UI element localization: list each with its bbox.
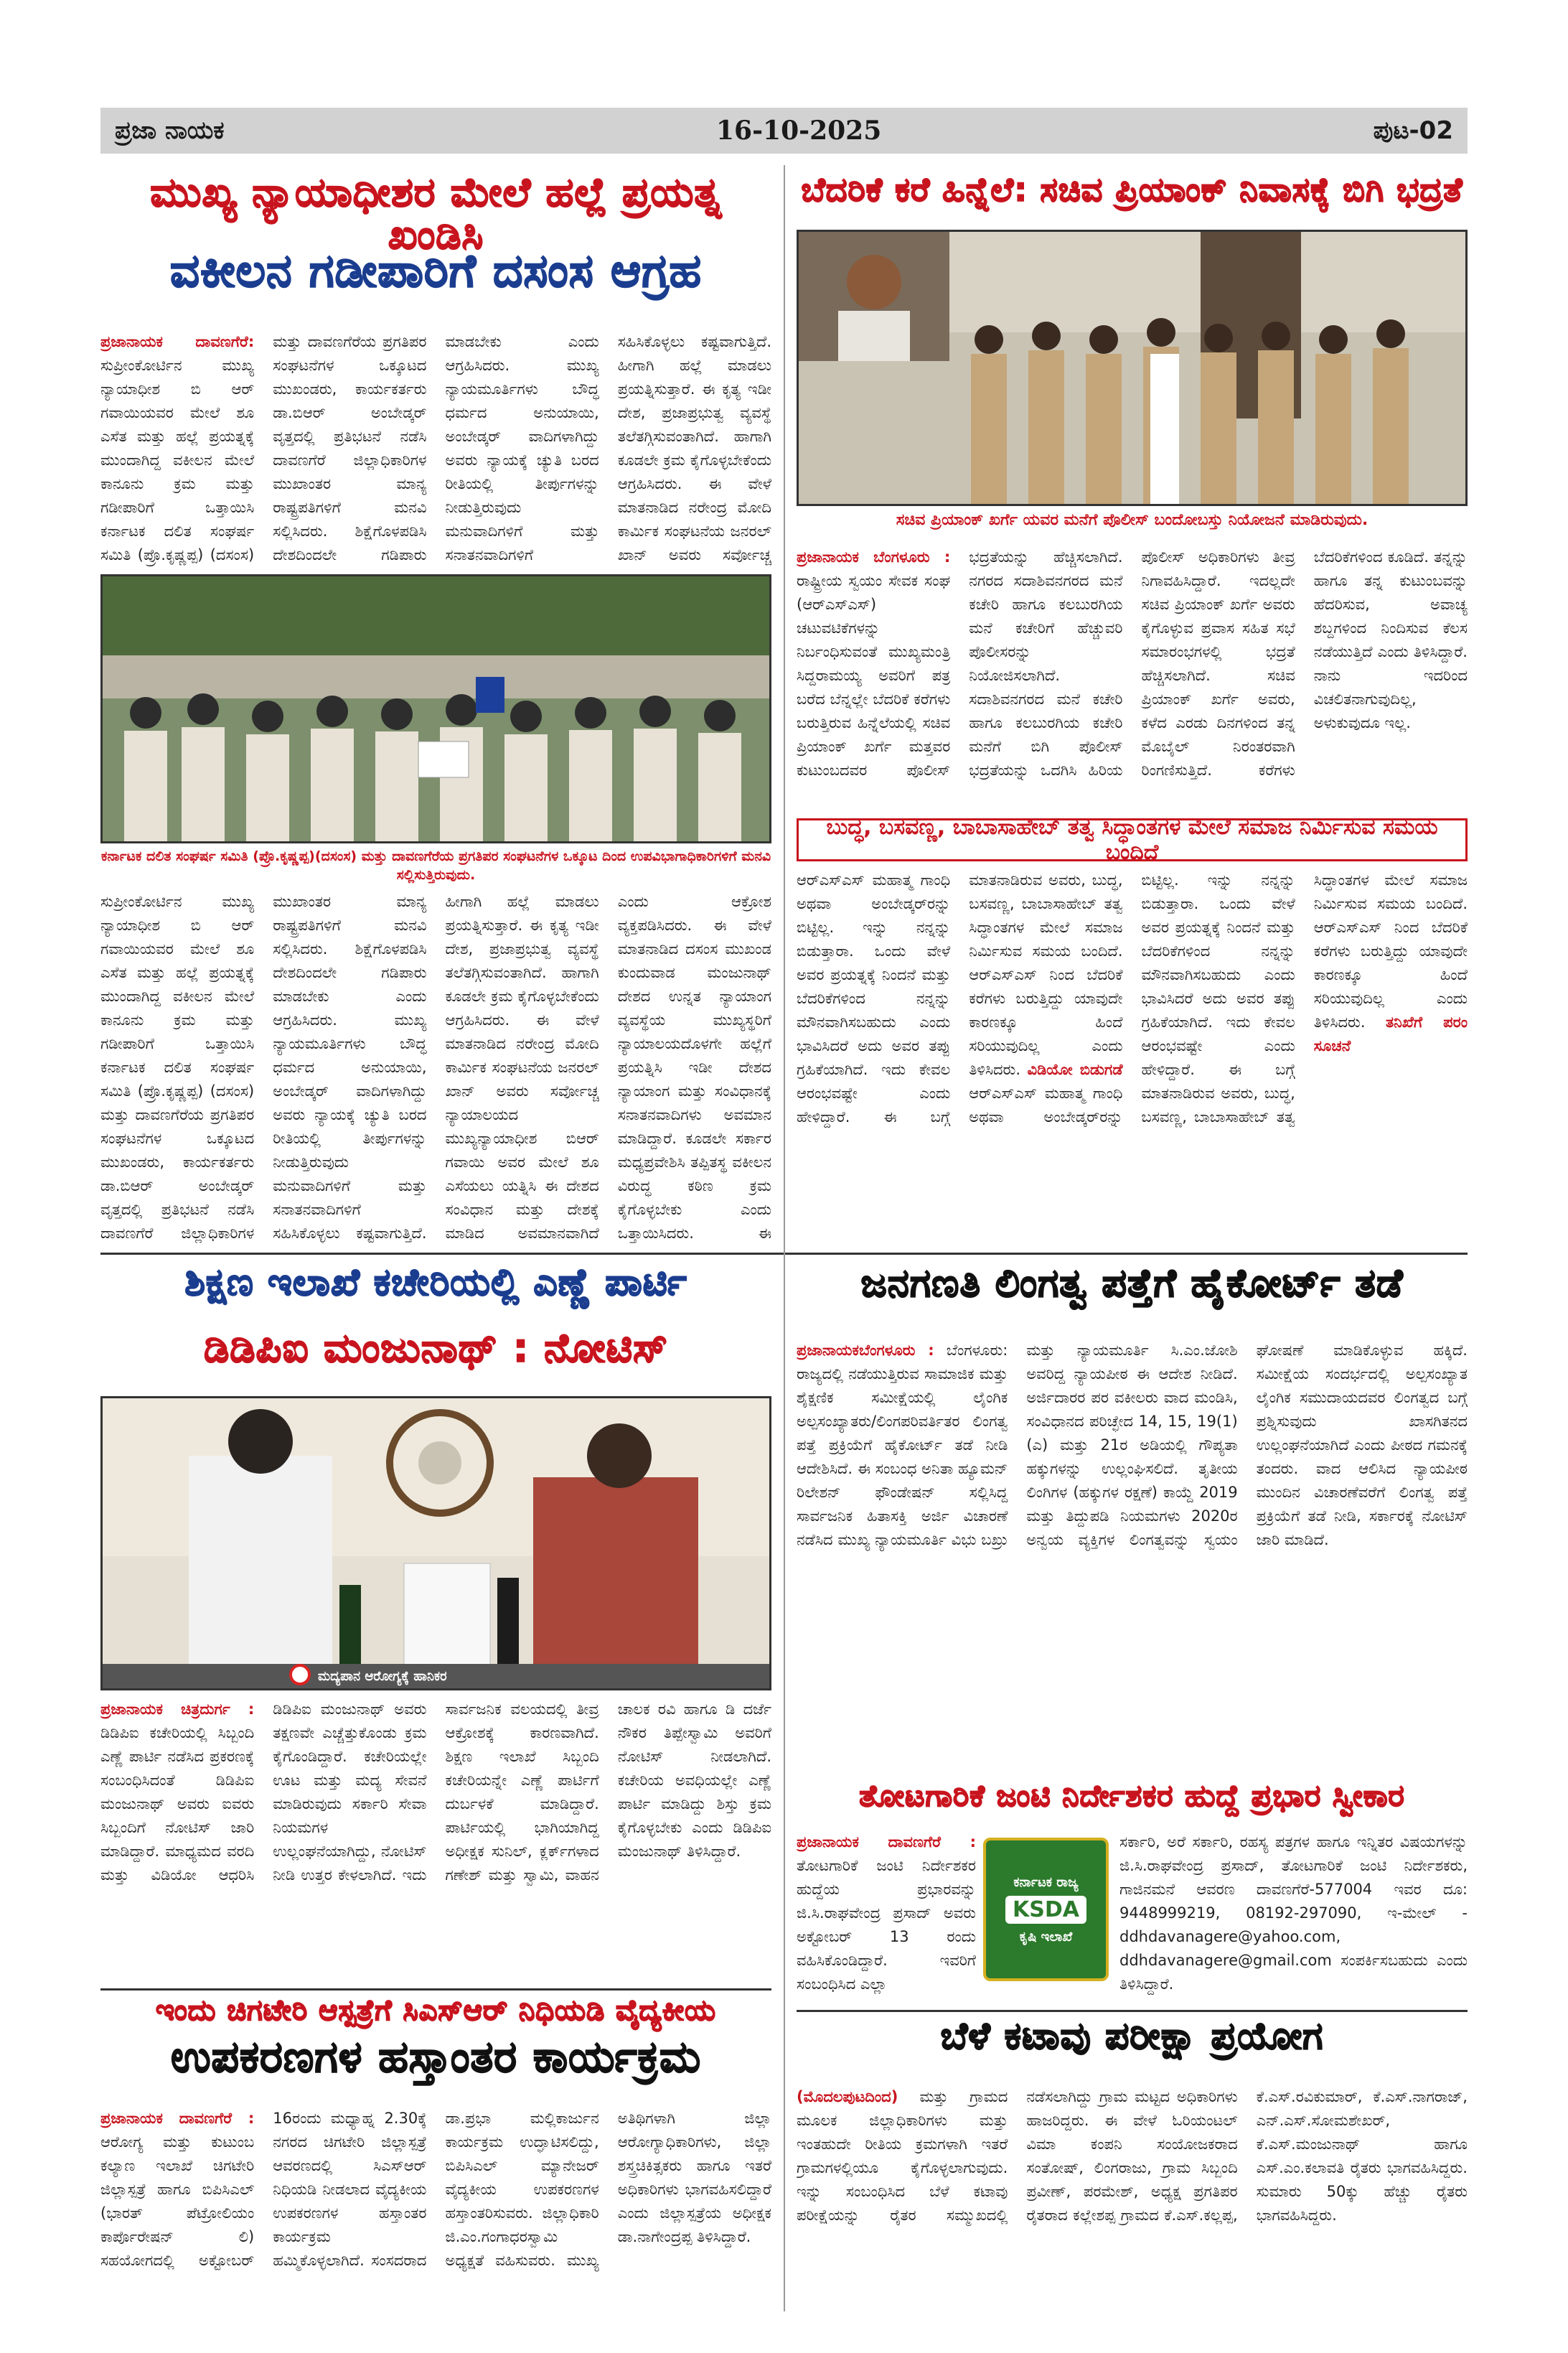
divider-left-lower [100, 1988, 771, 1991]
story4-headline-1: ಶಿಕ್ಷಣ ಇಲಾಖೆ ಕಚೇರಿಯಲ್ಲಿ ಎಣ್ಣೆ ಪಾರ್ಟಿ [184, 1261, 687, 1304]
story3-headline: ಬುದ್ಧ, ಬಸವಣ್ಣ, ಬಾಬಾಸಾಹೇಬ್ ತತ್ವ ಸಿದ್ಧಾಂತಗಳ ಮೇಲೆ ಸಮಾಜ ನಿರ್ಮಿಸುವ ಸಮಯ ಬಂದಿದೆ [797, 818, 1468, 861]
logo-mid-text: KSDA [1005, 1896, 1086, 1924]
story4-headline-2: ಡಿಡಿಪಿಐ ಮಂಜುನಾಥ್ : ನೋಟಿಸ್ [204, 1325, 668, 1372]
story7-headline: ತೋಟಗಾರಿಕೆ ಜಂಟಿ ನಿರ್ದೇಶಕರ ಹುದ್ದೆ ಪ್ರಭಾರ ಸ್ವೀಕಾರ [859, 1778, 1405, 1813]
story8-headline: ಬೆಳೆ ಕಟಾವು ಪರೀಕ್ಷಾ ಪ್ರಯೋಗ [940, 2015, 1324, 2058]
story8-body-text: ಮತ್ತು ಗ್ರಾಮದ ಮೂಲಕ ಜಿಲ್ಲಾಧಿಕಾರಿಗಳು ಮತ್ತು ಇಂತಹುದೇ ರೀತಿಯ ಕ್ರಮಗಳಾಗಿ ಇತರೆ ಗ್ರಾಮಗಳಲ್ಲಿಯೂ ಕೈಗೊಳ್ಳಲಾಗುವುದು. ಇನ್ನು ಸಂಬಂಧಿಸಿದ ಬೆಳೆ ಕಟಾವು ಪರೀಕ್ಷೆಯನ್ನು ರೈತರ ಸಮ್ಮುಖದಲ್ಲಿ ನಡೆಸಲಾಗಿದ್ದು ಗ್ರಾಮ ಮಟ್ಟದ ಅಧಿಕಾರಿಗಳು ಹಾಜರಿದ್ದರು. ಈ ವೇಳೆ ಓರಿಯಂಟಲ್ ವಿಮಾ ಕಂಪನಿ ಸಂಯೋಜಕರಾದ ಸಂತೋಷ್, ಲಿಂಗರಾಜು, ಗ್ರಾಮ ಸಿಬ್ಬಂದಿ ಪ್ರವೀಣ್, ಪರಮೇಶ್, ಅಧ್ಯಕ್ಷ ಪ್ರಗತಿಪರ ರೈತರಾದ ಕಲ್ಲೇಶಪ್ಪ ಗ್ರಾಮದ ಕೆ.ಎಸ್.ಕಲ್ಲಪ್ಪ, ಕೆ.ಎಸ್.ರವಿಕುಮಾರ್, ಕೆ.ಎಸ್.ನಾಗರಾಜ್, ಎನ್.ಎಸ್.ಸೋಮಶೇಖರ್, ಕೆ.ಎಸ್.ಮಂಜುನಾಥ್ ಹಾಗೂ ಎಸ್.ಎಂ.ಕಲಾವತಿ ರೈತರು ಭಾಗವಹಿಸಿದ್ದರು. ಸುಮಾರು 50ಕ್ಕು ಹೆಚ್ಚು ರೈತರು ಭಾಗವಹಿಸಿದ್ದರು. [797, 2088, 1468, 2224]
story5-headline-1: ಇಂದು ಚಿಗಟೇರಿ ಆಸ್ಪತ್ರೆಗೆ ಸಿಎಸ್‌ಆರ್ ನಿಧಿಯಡಿ ವೈದ್ಯಕೀಯ [156, 1994, 716, 2027]
logo-bottom-text: ಕೃಷಿ ಇಲಾಖೆ [1019, 1929, 1073, 1945]
story5-byline: ಪ್ರಜಾನಾಯಕ ದಾವಣಗೆರೆ : [100, 2110, 255, 2127]
story1-byline: ಪ್ರಜಾನಾಯಕ ದಾವಣಗೆರೆ: [100, 333, 255, 350]
story7-body-right-text: ಸರ್ಕಾರಿ, ಅರೆ ಸರ್ಕಾರಿ, ರಹಸ್ಯ ಪತ್ರಗಳ ಹಾಗೂ ಇನ್ನಿತರ ವಿಷಯಗಳನ್ನು ಜಿ.ಸಿ.ರಾಘವೇಂದ್ರ ಪ್ರಸಾದ್, ತೋಟಗಾರಿಕೆ ಜಂಟಿ ನಿರ್ದೇಶಕರು, ಗಾಜಿನಮನೆ ಆವರಣ ದಾವಣಗೆರೆ-577004 ಇವರ ದೂ: 9448999219, 08192-297090, ಇ-ಮೇಲ್ - ddhdavanagere@yahoo.com, ddhdavanagere@gmail.com ಸಂಪರ್ಕಿಸಬಹುದು ಎಂದು ತಿಳಿಸಿದ್ದಾರೆ. [1119, 1833, 1468, 1993]
logo-top-text: ಕರ್ನಾಟಕ ರಾಜ್ಯ [1013, 1874, 1079, 1890]
story3-subhead-1: ವಿಡಿಯೋ ಬಿಡುಗಡೆ [1027, 1061, 1123, 1078]
story6-headline: ಜನಗಣತಿ ಲಿಂಗತ್ವ ಪತ್ತೆಗೆ ಹೈಕೋರ್ಟ್ ತಡೆ [860, 1260, 1404, 1306]
story6-body-text: ಬೆಂಗಳೂರು: ರಾಜ್ಯದಲ್ಲಿ ನಡೆಯುತ್ತಿರುವ ಸಾಮಾಜಿಕ ಮತ್ತು ಶೈಕ್ಷಣಿಕ ಸಮೀಕ್ಷೆಯಲ್ಲಿ ಲೈಂಗಿಕ ಅಲ್ಪಸಂಖ್ಯಾತರು/ಲಿಂಗಪರಿವರ್ತಿತರ ಲಿಂಗತ್ವ ಪತ್ತೆ ಪ್ರಕ್ರಿಯೆಗೆ ಹೈಕೋರ್ಟ್ ತಡೆ ನೀಡಿ ಆದೇಶಿಸಿದೆ. ಈ ಸಂಬಂಧ ಅನಿತಾ ಹ್ಯೂಮನ್ ರಿಲೇಶನ್ ಫೌಂಡೇಷನ್ ಸಲ್ಲಿಸಿದ್ದ ಸಾರ್ವಜನಿಕ ಹಿತಾಸಕ್ತಿ ಅರ್ಜಿ ವಿಚಾರಣೆ ನಡೆಸಿದ ಮುಖ್ಯ ನ್ಯಾಯಮೂರ್ತಿ ವಿಭು ಬಖ್ರು ಮತ್ತು ನ್ಯಾಯಮೂರ್ತಿ ಸಿ.ಎಂ.ಜೋಶಿ ಅವರಿದ್ದ ನ್ಯಾಯಪೀಠ ಈ ಆದೇಶ ನೀಡಿದೆ. ಅರ್ಜಿದಾರರ ಪರ ವಕೀಲರು ವಾದ ಮಂಡಿಸಿ, ಸಂವಿಧಾನದ ಪರಿಚ್ಛೇದ 14, 15, 19(1)(ಎ) ಮತ್ತು 21ರ ಅಡಿಯಲ್ಲಿ ಗೌಪ್ಯತಾ ಹಕ್ಕುಗಳನ್ನು ಉಲ್ಲಂಘಿಸಲಿದೆ. ತೃತೀಯ ಲಿಂಗಿಗಳ (ಹಕ್ಕುಗಳ ರಕ್ಷಣೆ) ಕಾಯ್ದೆ 2019 ಮತ್ತು ತಿದ್ದುಪಡಿ ನಿಯಮಗಳು 2020ರ ಅನ್ವಯ ವ್ಯಕ್ತಿಗಳ ಲಿಂಗತ್ವವನ್ನು ಸ್ವಯಂ ಘೋಷಣೆ ಮಾಡಿಕೊಳ್ಳುವ ಹಕ್ಕಿದೆ. ಸಮೀಕ್ಷೆಯ ಸಂದರ್ಭದಲ್ಲಿ ಅಲ್ಪಸಂಖ್ಯಾತ ಲೈಂಗಿಕ ಸಮುದಾಯದವರ ಲಿಂಗತ್ವದ ಬಗ್ಗೆ ಪ್ರಶ್ನಿಸುವುದು ಖಾಸಗಿತನದ ಉಲ್ಲಂಘನೆಯಾಗಿದೆ ಎಂದು ಪೀಠದ ಗಮನಕ್ಕೆ ತಂದರು. ವಾದ ಆಲಿಸಿದ ನ್ಯಾಯಪೀಠ ಮುಂದಿನ ವಿಚಾರಣೆವರೆಗೆ ಲಿಂಗತ್ವ ಪತ್ತೆ ಪ್ರಕ್ರಿಯೆಗೆ ತಡೆ ನೀಡಿ, ಸರ್ಕಾರಕ್ಕೆ ನೋಟಿಸ್ ಜಾರಿ ಮಾಡಿದೆ. [797, 1342, 1468, 1548]
story4-byline: ಪ್ರಜಾನಾಯಕ ಚಿತ್ರದುರ್ಗ : [100, 1701, 255, 1718]
story8-body [797, 2085, 1468, 2258]
story2-byline: ಪ್ರಜಾನಾಯಕ ಬೆಂಗಳೂರು : [797, 548, 951, 566]
story1-body: ಸುಪ್ರೀಂಕೋರ್ಟಿನ ಮುಖ್ಯ ನ್ಯಾಯಾಧೀಶ ಬಿ ಆರ್ ಗವಾಯಿಯವರ ಮೇಲೆ ಶೂ ಎಸೆತ ಮತ್ತು ಹಲ್ಲೆ ಪ್ರಯತ್ನಕ್ಕೆ ಮುಂದಾಗಿದ್ದ ವಕೀಲನ ಮೇಲೆ ಕಾನೂನು ಕ್ರಮ ಮತ್ತು ಗಡೀಪಾರಿಗೆ ಒತ್ತಾಯಿಸಿ ಕರ್ನಾಟಕ ದಲಿತ ಸಂಘರ್ಷ ಸಮಿತಿ (ಪ್ರೊ.ಕೃಷ್ಣಪ್ಪ) (ದಸಂಸ) ಮತ್ತು ದಾವಣಗೆರೆಯ ಪ್ರಗತಿಪರ ಸಂಘಟನೆಗಳ ಒಕ್ಕೂಟದ ಮುಖಂಡರು, ಕಾರ್ಯಕರ್ತರು ಡಾ.ಬಿಆರ್ ಅಂಬೇಡ್ಕರ್ ವೃತ್ತದಲ್ಲಿ ಪ್ರತಿಭಟನೆ ನಡೆಸಿ ದಾವಣಗೆರೆ ಜಿಲ್ಲಾಧಿಕಾರಿಗಳ ಮುಖಾಂತರ ಮಾನ್ಯ ರಾಷ್ಟ್ರಪತಿಗಳಿಗೆ ಮನವಿ ಸಲ್ಲಿಸಿದರು. ಶಿಕ್ಷೆಗೊಳಪಡಿಸಿ ದೇಶದಿಂದಲೇ ಗಡಿಪಾರು ಮಾಡಬೇಕು ಎಂದು ಆಗ್ರಹಿಸಿದರು. ಮುಖ್ಯ ನ್ಯಾಯಮೂರ್ತಿಗಳು ಬೌದ್ಧ ಧರ್ಮದ ಅನುಯಾಯಿ, ಅಂಬೇಡ್ಕರ್ ವಾದಿಗಳಾಗಿದ್ದು ಅವರು ನ್ಯಾಯಕ್ಕೆ ಚ್ಯುತಿ ಬರದ ರೀತಿಯಲ್ಲಿ ತೀರ್ಪುಗಳನ್ನು ನೀಡುತ್ತಿರುವುದು ಮನುವಾದಿಗಳಿಗೆ ಮತ್ತು ಸನಾತನವಾದಿಗಳಿಗೆ ಸಹಿಸಿಕೊಳ್ಳಲು ಕಷ್ಟವಾಗುತ್ತಿದೆ. ಹೀಗಾಗಿ ಹಲ್ಲೆ ಮಾಡಲು ಪ್ರಯತ್ನಿಸುತ್ತಾರೆ. ಈ ಕೃತ್ಯ ಇಡೀ ದೇಶ, ಪ್ರಜಾಪ್ರಭುತ್ವ ವ್ಯವಸ್ಥೆ ತಲೆತಗ್ಗಿಸುವಂತಾಗಿದೆ. ಹಾಗಾಗಿ ಕೂಡಲೇ ಕ್ರಮ ಕೈಗೊಳ್ಳಬೇಕೆಂದು ಆಗ್ರಹಿಸಿದರು. ಈ ವೇಳೆ ಮಾತನಾಡಿದ ನರೇಂದ್ರ ಮೋದಿ ಕಾರ್ಮಿಕ ಸಂಘಟನೆಯ ಜನರಲ್ ಖಾನ್ ಅವರು ಸರ್ವೋಚ್ಚ [100, 333, 771, 563]
story1-caption: ಕರ್ನಾಟಕ ದಲಿತ ಸಂಘರ್ಷ ಸಮಿತಿ (ಪ್ರೊ.ಕೃಷ್ಣಪ್ಪ)(ದಸಂಸ) ಮತ್ತು ದಾವಣಗೆರೆಯ ಪ್ರಗತಿಪರ ಸಂಘಟನೆಗಳ ಒಕ್ಕೂಟ ದಿಂದ ಉಪವಿಭಾಗಾಧಿಕಾರಿಗಳಿಗೆ ಮನವಿ ಸಲ್ಲಿಸುತ್ತಿರುವುದು. [100, 848, 771, 883]
story6-byline: ಪ್ರಜಾನಾಯಕಬೆಂಗಳೂರು : [797, 1342, 934, 1359]
story5-body [100, 2107, 771, 2322]
story5-body-text: ಆರೋಗ್ಯ ಮತ್ತು ಕುಟುಂಬ ಕಲ್ಯಾಣ ಇಲಾಖೆ ಚಿಗಟೇರಿ ಜಿಲ್ಲಾಸ್ಪತ್ರೆ ಹಾಗೂ ಬಿಪಿಸಿಎಲ್ (ಭಾರತ್ ಪೆಟ್ರೋಲಿಯಂ ಕಾರ್ಪೊರೇಷನ್ ಲಿ) ಸಹಯೋಗದಲ್ಲಿ ಅಕ್ಟೋಬರ್ 16ರಂದು ಮಧ್ಯಾಹ್ನ 2.30ಕ್ಕೆ ನಗರದ ಚಿಗಟೇರಿ ಜಿಲ್ಲಾಸ್ಪತ್ರೆ ಆವರಣದಲ್ಲಿ ಸಿಎಸ್‌ಆರ್ ನಿಧಿಯಡಿ ನೀಡಲಾದ ವೈದ್ಯಕೀಯ ಉಪಕರಣಗಳ ಹಸ್ತಾಂತರ ಕಾರ್ಯಕ್ರಮ ಹಮ್ಮಿಕೊಳ್ಳಲಾಗಿದೆ. ಸಂಸದರಾದ ಡಾ.ಪ್ರಭಾ ಮಲ್ಲಿಕಾರ್ಜುನ ಕಾರ್ಯಕ್ರಮ ಉದ್ಘಾಟಿಸಲಿದ್ದು, ಬಿಪಿಸಿಎಲ್ ಮ್ಯಾನೇಜರ್ ವೈದ್ಯಕೀಯ ಉಪಕರಣಗಳ ಹಸ್ತಾಂತರಿಸುವರು. ಜಿಲ್ಲಾಧಿಕಾರಿ ಜಿ.ಎಂ.ಗಂಗಾಧರಸ್ವಾಮಿ ಅಧ್ಯಕ್ಷತೆ ವಹಿಸುವರು. ಮುಖ್ಯ ಅತಿಥಿಗಳಾಗಿ ಜಿಲ್ಲಾ ಆರೋಗ್ಯಾಧಿಕಾರಿಗಳು, ಜಿಲ್ಲಾ ಶಸ್ತ್ರಚಿಕಿತ್ಸಕರು ಹಾಗೂ ಇತರೆ ಅಧಿಕಾರಿಗಳು ಭಾಗವಹಿಸಲಿದ್ದಾರೆ ಎಂದು ಜಿಲ್ಲಾಸ್ಪತ್ರೆಯ ಅಧೀಕ್ಷಕ ಡಾ.ನಾಗೇಂದ್ರಪ್ಪ ತಿಳಿಸಿದ್ದಾರೆ. [100, 2110, 771, 2269]
story7-body-left-text: ತೋಟಗಾರಿಕೆ ಜಂಟಿ ನಿರ್ದೇಶಕರ ಹುದ್ದೆಯ ಪ್ರಭಾರವನ್ನು ಜಿ.ಸಿ.ರಾಘವೇಂದ್ರ ಪ್ರಸಾದ್ ಅವರು ಅಕ್ಟೋಬರ್ 13 ರಂದು ವಹಿಸಿಕೊಂಡಿದ್ದಾರೆ. ಇವರಿಗೆ ಸಂಬಂಧಿಸಿದ ಎಲ್ಲಾ [797, 1857, 976, 1993]
column-divider [784, 165, 785, 2311]
story2-photo [797, 230, 1468, 506]
ksda-logo [983, 1838, 1109, 1981]
story2-headline: ಬೆದರಿಕೆ ಕರೆ ಹಿನ್ನೆಲೆ: ಸಚಿವ ಪ್ರಿಯಾಂಕ್ ನಿವಾಸಕ್ಕೆ ಬಿಗಿ ಭದ್ರತೆ [801, 170, 1463, 209]
story3-body-text: ಆರ್‌ಎಸ್‌ಎಸ್ ಮಹಾತ್ಮ ಗಾಂಧಿ ಅಥವಾ ಅಂಬೇಡ್ಕರ್‌ರನ್ನು ಬಿಟ್ಟಿಲ್ಲ. ಇನ್ನು ನನ್ನನ್ನು ಬಿಡುತ್ತಾರಾ. ಒಂದು ವೇಳೆ ಅವರ ಪ್ರಯತ್ನಕ್ಕೆ ನಿಂದನೆ ಮತ್ತು ಬೆದರಿಕೆಗಳಿಂದ ನನ್ನನ್ನು ಮೌನವಾಗಿಸಬಹುದು ಎಂದು ಭಾವಿಸಿದರೆ ಅದು ಅವರ ತಪ್ಪು ಗ್ರಹಿಕೆಯಾಗಿದೆ. ಇದು ಕೇವಲ ಆರಂಭವಷ್ಟೇ ಎಂದು ಹೇಳಿದ್ದಾರೆ. ಈ ಬಗ್ಗೆ ಮಾತನಾಡಿರುವ ಅವರು, ಬುದ್ಧ, ಬಸವಣ್ಣ, ಬಾಬಾಸಾಹೇಬ್ ತತ್ವ ಸಿದ್ಧಾಂತಗಳ ಮೇಲೆ ಸಮಾಜ ನಿರ್ಮಿಸುವ ಸಮಯ ಬಂದಿದೆ. ಆರ್‌ಎಸ್‌ಎಸ್ ನಿಂದ ಬೆದರಿಕೆ ಕರೆಗಳು ಬರುತ್ತಿದ್ದು ಯಾವುದೇ ಕಾರಣಕ್ಕೂ ಹಿಂದೆ ಸರಿಯುವುದಿಲ್ಲ ಎಂದು ತಿಳಿಸಿದರು. [797, 871, 1123, 1126]
story7-byline: ಪ್ರಜಾನಾಯಕ ದಾವಣಗೆರೆ : [797, 1833, 976, 1851]
story1-body-top [100, 330, 771, 567]
page-header [100, 108, 1468, 154]
story4-photo [100, 1396, 771, 1690]
story2-body-text: ರಾಷ್ಟ್ರೀಯ ಸ್ವಯಂ ಸೇವಕ ಸಂಘ (ಆರ್‌ಎಸ್‌ಎಸ್) ಚಟುವಟಿಕೆಗಳನ್ನು ನಿರ್ಬಂಧಿಸುವಂತೆ ಮುಖ್ಯಮಂತ್ರಿ ಸಿದ್ದರಾಮಯ್ಯ ಅವರಿಗೆ ಪತ್ರ ಬರೆದ ಬೆನ್ನಲ್ಲೇ ಬೆದರಿಕೆ ಕರೆಗಳು ಬರುತ್ತಿರುವ ಹಿನ್ನೆಲೆಯಲ್ಲಿ ಸಚಿವ ಪ್ರಿಯಾಂಕ್ ಖರ್ಗೆ ಮತ್ತವರ ಕುಟುಂಬದವರ ಪೊಲೀಸ್ ಭದ್ರತೆಯನ್ನು ಹೆಚ್ಚಿಸಲಾಗಿದೆ. ನಗರದ ಸದಾಶಿವನಗರದ ಮನೆ ಕಚೇರಿ ಹಾಗೂ ಕಲಬುರಗಿಯ ಮನೆ ಕಚೇರಿಗೆ ಹೆಚ್ಚುವರಿ ಪೊಲೀಸರನ್ನು ನಿಯೋಜಿಸಲಾಗಿದೆ. ಸದಾಶಿವನಗರದ ಮನೆ ಕಚೇರಿ ಹಾಗೂ ಕಲಬುರಗಿಯ ಕಚೇರಿ ಮನೆಗೆ ಬಿಗಿ ಪೊಲೀಸ್ ಭದ್ರತೆಯನ್ನು ಒದಗಿಸಿ ಹಿರಿಯ ಪೊಲೀಸ್ ಅಧಿಕಾರಿಗಳು ತೀವ್ರ ನಿಗಾವಹಿಸಿದ್ದಾರೆ. ಇದಲ್ಲದೇ ಸಚಿವ ಪ್ರಿಯಾಂಕ್ ಖರ್ಗೆ ಅವರು ಕೈಗೊಳ್ಳುವ ಪ್ರವಾಸ ಸಹಿತ ಸಭೆ ಸಮಾರಂಭಗಳಲ್ಲಿ ಭದ್ರತೆ ಹೆಚ್ಚಿಸಲಾಗಿದೆ. ಸಚಿವ ಪ್ರಿಯಾಂಕ್ ಖರ್ಗೆ ಅವರು, ಕಳೆದ ಎರಡು ದಿನಗಳಿಂದ ತನ್ನ ಮೊಬೈಲ್ ನಿರಂತರವಾಗಿ ರಿಂಗಣಿಸುತ್ತಿದೆ. ಕರೆಗಳು ಬೆದರಿಕೆಗಳಿಂದ ಕೂಡಿದೆ. ತನ್ನನ್ನು ಹಾಗೂ ತನ್ನ ಕುಟುಂಬವನ್ನು ಹೆದರಿಸುವ, ಅವಾಚ್ಯ ಶಬ್ದಗಳಿಂದ ನಿಂದಿಸುವ ಕೆಲಸ ನಡೆಯುತ್ತಿದೆ ಎಂದು ತಿಳಿಸಿದ್ದಾರೆ. ನಾನು ಇದರಿಂದ ವಿಚಲಿತನಾಗುವುದಿಲ್ಲ, ಅಳುಕುವುದೂ ಇಲ್ಲ. [797, 548, 1468, 779]
divider-right-lower [797, 2010, 1468, 2012]
story2-caption: ಸಚಿವ ಪ್ರಿಯಾಂಕ್ ಖರ್ಗೆ ಯವರ ಮನೆಗೆ ಪೊಲೀಸ್ ಬಂದೋಬಸ್ತು ನಿಯೋಜನೆ ಮಾಡಿರುವುದು. [896, 511, 1369, 529]
paper-name: ಪ್ರಜಾ ನಾಯಕ [115, 116, 225, 145]
story5-headline-2: ಉಪಕರಣಗಳ ಹಸ್ತಾಂತರ ಕಾರ್ಯಕ್ರಮ [170, 2032, 702, 2082]
story3-subhead-2: ತನಿಖೆಗೆ ಪರಂ ಸೂಚನೆ [1313, 1014, 1468, 1054]
story7-body-right [1119, 1830, 1468, 2003]
story4-photo-caption: ಮದ್ಯಪಾನ ಆರೋಗ್ಯಕ್ಕೆ ಹಾನಿಕರ [318, 1669, 447, 1684]
story1-headline-1: ಮುಖ್ಯ ನ್ಯಾಯಾಧೀಶರ ಮೇಲೆ ಹಲ್ಲೆ ಪ್ರಯತ್ನ ಖಂಡಿಸಿ [150, 169, 722, 258]
story3-body [797, 869, 1468, 1242]
story2-body [797, 546, 1468, 811]
story1-body-cont: ಸುಪ್ರೀಂಕೋರ್ಟಿನ ಮುಖ್ಯ ನ್ಯಾಯಾಧೀಶ ಬಿ ಆರ್ ಗವಾಯಿಯವರ ಮೇಲೆ ಶೂ ಎಸೆತ ಮತ್ತು ಹಲ್ಲೆ ಪ್ರಯತ್ನಕ್ಕೆ ಮುಂದಾಗಿದ್ದ ವಕೀಲನ ಮೇಲೆ ಕಾನೂನು ಕ್ರಮ ಮತ್ತು ಗಡೀಪಾರಿಗೆ ಒತ್ತಾಯಿಸಿ ಕರ್ನಾಟಕ ದಲಿತ ಸಂಘರ್ಷ ಸಮಿತಿ (ಪ್ರೊ.ಕೃಷ್ಣಪ್ಪ) (ದಸಂಸ) ಮತ್ತು ದಾವಣಗೆರೆಯ ಪ್ರಗತಿಪರ ಸಂಘಟನೆಗಳ ಒಕ್ಕೂಟದ ಮುಖಂಡರು, ಕಾರ್ಯಕರ್ತರು ಡಾ.ಬಿಆರ್ ಅಂಬೇಡ್ಕರ್ ವೃತ್ತದಲ್ಲಿ ಪ್ರತಿಭಟನೆ ನಡೆಸಿ ದಾವಣಗೆರೆ ಜಿಲ್ಲಾಧಿಕಾರಿಗಳ ಮುಖಾಂತರ ಮಾನ್ಯ ರಾಷ್ಟ್ರಪತಿಗಳಿಗೆ ಮನವಿ ಸಲ್ಲಿಸಿದರು. ಶಿಕ್ಷೆಗೊಳಪಡಿಸಿ ದೇಶದಿಂದಲೇ ಗಡಿಪಾರು ಮಾಡಬೇಕು ಎಂದು ಆಗ್ರಹಿಸಿದರು. ಮುಖ್ಯ ನ್ಯಾಯಮೂರ್ತಿಗಳು ಬೌದ್ಧ ಧರ್ಮದ ಅನುಯಾಯಿ, ಅಂಬೇಡ್ಕರ್ ವಾದಿಗಳಾಗಿದ್ದು ಅವರು ನ್ಯಾಯಕ್ಕೆ ಚ್ಯುತಿ ಬರದ ರೀತಿಯಲ್ಲಿ ತೀರ್ಪುಗಳನ್ನು ನೀಡುತ್ತಿರುವುದು ಮನುವಾದಿಗಳಿಗೆ ಮತ್ತು ಸನಾತನವಾದಿಗಳಿಗೆ ಸಹಿಸಿಕೊಳ್ಳಲು ಕಷ್ಟವಾಗುತ್ತಿದೆ. ಹೀಗಾಗಿ ಹಲ್ಲೆ ಮಾಡಲು ಪ್ರಯತ್ನಿಸುತ್ತಾರೆ. ಈ ಕೃತ್ಯ ಇಡೀ ದೇಶ, ಪ್ರಜಾಪ್ರಭುತ್ವ ವ್ಯವಸ್ಥೆ ತಲೆತಗ್ಗಿಸುವಂತಾಗಿದೆ. ಹಾಗಾಗಿ ಕೂಡಲೇ ಕ್ರಮ ಕೈಗೊಳ್ಳಬೇಕೆಂದು ಆಗ್ರಹಿಸಿದರು. ಈ ವೇಳೆ ಮಾತನಾಡಿದ ನರೇಂದ್ರ ಮೋದಿ ಕಾರ್ಮಿಕ ಸಂಘಟನೆಯ ಜನರಲ್ ಖಾನ್ ಅವರು ಸರ್ವೋಚ್ಚ ನ್ಯಾಯಾಲಯದ ಮುಖ್ಯನ್ಯಾಯಾಧೀಶ ಬಿಆರ್ ಗವಾಯಿ ಅವರ ಮೇಲೆ ಶೂ ಎಸೆಯಲು ಯತ್ನಿಸಿ ಈ ದೇಶದ ಸಂವಿಧಾನ ಮತ್ತು ದೇಶಕ್ಕೆ ಮಾಡಿದ ಅವಮಾನವಾಗಿದೆ ಎಂದು ಆಕ್ರೋಶ ವ್ಯಕ್ತಪಡಿಸಿದರು. ಈ ವೇಳೆ ಮಾತನಾಡಿದ ದಸಂಸ ಮುಖಂಡ ಕುಂದುವಾಡ ಮಂಜುನಾಥ್ ದೇಶದ ಉನ್ನತ ನ್ಯಾಯಾಂಗ ವ್ಯವಸ್ಥೆಯ ಮುಖ್ಯಸ್ಥರಿಗೆ ನ್ಯಾಯಾಲಯದೊಳಗೇ ಹಲ್ಲೆಗೆ ಪ್ರಯತ್ನಿಸಿ ಇಡೀ ದೇಶದ ನ್ಯಾಯಾಂಗ ಮತ್ತು ಸಂವಿಧಾನಕ್ಕೆ ಸನಾತನವಾದಿಗಳು ಅವಮಾನ ಮಾಡಿದ್ದಾರೆ. ಕೂಡಲೇ ಸರ್ಕಾರ ಮಧ್ಯಪ್ರವೇಶಿಸಿ ತಪ್ಪಿತಸ್ಥ ವಕೀಲನ ವಿರುದ್ಧ ಕಠಿಣ ಕ್ರಮ ಕೈಗೊಳ್ಳಬೇಕು ಎಂದು ಒತ್ತಾಯಿಸಿದರು. ಈ [100, 893, 771, 1242]
issue-date: 16-10-2025 [716, 116, 882, 146]
story1-body-bottom [100, 890, 771, 1249]
story8-byline: (ಮೊದಲಪುಟದಿಂದ) [797, 2088, 898, 2105]
no-drinking-icon [289, 1664, 311, 1685]
story4-body-text: ಡಿಡಿಪಿಐ ಕಚೇರಿಯಲ್ಲಿ ಸಿಬ್ಬಂದಿ ಎಣ್ಣೆ ಪಾರ್ಟಿ ನಡೆಸಿದ ಪ್ರಕರಣಕ್ಕೆ ಸಂಬಂಧಿಸಿದಂತೆ ಡಿಡಿಪಿಐ ಮಂಜುನಾಥ್ ಅವರು ಐವರು ಸಿಬ್ಬಂದಿಗೆ ನೋಟಿಸ್ ಜಾರಿ ಮಾಡಿದ್ದಾರೆ. ಮಾಧ್ಯಮದ ವರದಿ ಮತ್ತು ವಿಡಿಯೋ ಆಧರಿಸಿ ಡಿಡಿಪಿಐ ಮಂಜುನಾಥ್ ಅವರು ತಕ್ಷಣವೇ ಎಚ್ಚೆತ್ತುಕೊಂಡು ಕ್ರಮ ಕೈಗೊಂಡಿದ್ದಾರೆ. ಕಚೇರಿಯಲ್ಲೇ ಊಟ ಮತ್ತು ಮದ್ಯ ಸೇವನೆ ಮಾಡಿರುವುದು ಸರ್ಕಾರಿ ಸೇವಾ ನಿಯಮಗಳ ಉಲ್ಲಂಘನೆಯಾಗಿದ್ದು, ನೋಟಿಸ್ ನೀಡಿ ಉತ್ತರ ಕೇಳಲಾಗಿದೆ. ಇದು ಸಾರ್ವಜನಿಕ ವಲಯದಲ್ಲಿ ತೀವ್ರ ಆಕ್ರೋಶಕ್ಕೆ ಕಾರಣವಾಗಿದೆ. ಶಿಕ್ಷಣ ಇಲಾಖೆ ಸಿಬ್ಬಂದಿ ಕಚೇರಿಯನ್ನೇ ಎಣ್ಣೆ ಪಾರ್ಟಿಗೆ ದುರ್ಬಳಕೆ ಮಾಡಿದ್ದಾರೆ. ಪಾರ್ಟಿಯಲ್ಲಿ ಭಾಗಿಯಾಗಿದ್ದ ಅಧೀಕ್ಷಕ ಸುನಿಲ್, ಕ್ಲರ್ಕ್‌ಗಳಾದ ಗಣೇಶ್ ಮತ್ತು ಸ್ವಾಮಿ, ವಾಹನ ಚಾಲಕ ರವಿ ಹಾಗೂ ಡಿ ದರ್ಜೆ ನೌಕರ ತಿಪ್ಪೇಸ್ವಾಮಿ ಅವರಿಗೆ ನೋಟಿಸ್ ನೀಡಲಾಗಿದೆ. ಕಚೇರಿಯ ಅವಧಿಯಲ್ಲೇ ಎಣ್ಣೆ ಪಾರ್ಟಿ ಮಾಡಿದ್ದು ಶಿಸ್ತು ಕ್ರಮ ಕೈಗೊಳ್ಳಬೇಕು ಎಂದು ಡಿಡಿಪಿಐ ಮಂಜುನಾಥ್ ತಿಳಿಸಿದ್ದಾರೆ. [100, 1701, 771, 1884]
story4-body [100, 1698, 771, 1985]
story1-photo [100, 574, 771, 843]
story6-body [797, 1339, 1468, 1769]
story1-headline-2: ವಕೀಲನ ಗಡೀಪಾರಿಗೆ ದಸಂಸ ಆಗ್ರಹ [170, 245, 702, 298]
story7-body-left [797, 1830, 976, 2003]
story3-body-text-2: ಆರ್‌ಎಸ್‌ಎಸ್ ಮಹಾತ್ಮ ಗಾಂಧಿ ಅಥವಾ ಅಂಬೇಡ್ಕರ್‌ರನ್ನು ಬಿಟ್ಟಿಲ್ಲ. ಇನ್ನು ನನ್ನನ್ನು ಬಿಡುತ್ತಾರಾ. ಒಂದು ವೇಳೆ ಅವರ ಪ್ರಯತ್ನಕ್ಕೆ ನಿಂದನೆ ಮತ್ತು ಬೆದರಿಕೆಗಳಿಂದ ನನ್ನನ್ನು ಮೌನವಾಗಿಸಬಹುದು ಎಂದು ಭಾವಿಸಿದರೆ ಅದು ಅವರ ತಪ್ಪು ಗ್ರಹಿಕೆಯಾಗಿದೆ. ಇದು ಕೇವಲ ಆರಂಭವಷ್ಟೇ ಎಂದು ಹೇಳಿದ್ದಾರೆ. ಈ ಬಗ್ಗೆ ಮಾತನಾಡಿರುವ ಅವರು, ಬುದ್ಧ, ಬಸವಣ್ಣ, ಬಾಬಾಸಾಹೇಬ್ ತತ್ವ ಸಿದ್ಧಾಂತಗಳ ಮೇಲೆ ಸಮಾಜ ನಿರ್ಮಿಸುವ ಸಮಯ ಬಂದಿದೆ. ಆರ್‌ಎಸ್‌ಎಸ್ ನಿಂದ ಬೆದರಿಕೆ ಕರೆಗಳು ಬರುತ್ತಿದ್ದು ಯಾವುದೇ ಕಾರಣಕ್ಕೂ ಹಿಂದೆ ಸರಿಯುವುದಿಲ್ಲ ಎಂದು ತಿಳಿಸಿದರು. [969, 871, 1468, 1126]
page-number: ಪುಟ-02 [1373, 116, 1453, 145]
